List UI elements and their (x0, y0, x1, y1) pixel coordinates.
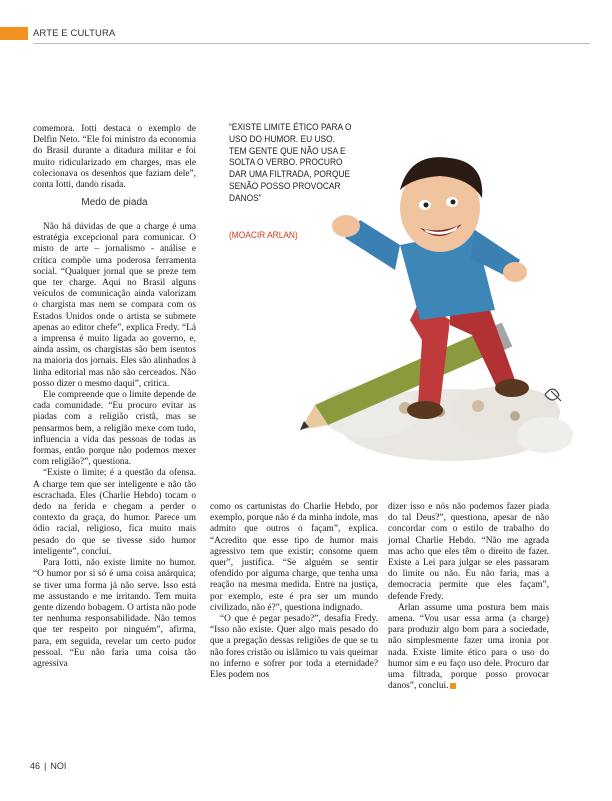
paragraph: Não há dúvidas de que a charge é uma estratégia excepcional para comunicar. O misto de arte – jornalismo - análise e crítica compõe uma poderosa ferramenta social. “Qualquer jornal que se preze tem que ter charge. Aqui no Brasil alguns veículos de comunicação ainda valorizam o chargista mas nem se compara com os Estados Unidos onde o artista se submete apenas ao editor chefe”, explica Fredy. “Lá a imprensa é muito ligada ao governo, e, ainda assim, os chargistas são bem isentos na maioria dos jornais. Eles são alinhados à linha editorial mas não são cerceados. Não posso dizer o mesmo daqui”, critica. (33, 222, 196, 389)
section-accent-bar (0, 27, 28, 40)
paragraph: comemora. Iotti destaca o exemplo de Delfin Neto. “Ele foi ministro da economia do Brasil durante a ditadura militar e foi muito ridicularizado em charges, mas ele colecionava os desenhos que faziam dele”, conta Iotti, dando risada. (33, 124, 196, 191)
paragraph: como os cartunistas do Charlie Hebdo, por exemplo, porque não é da minha índole, mas admito que outros o façam”, explica. “Acredito que esse tipo de humor mais agressivo tem que existir; consome quem quer”, justifica. “Se alguém se sentir ofendido por alguma charge, que tenha uma reação na mesma medida. Entre na justiça, por exemplo, este é pra ser um mundo civilizado, não é?”, questiona indignado. (210, 502, 378, 613)
page-number: 46 (30, 761, 41, 771)
paragraph-text: Arlan assume uma postura bem mais amena. “Vou usar essa arma (a charge) para produzir algo bom para a sociedade, não simplesmente fazer uma ironia por nada. Existe limite ético para o uso do humor sim e eu faço uso dele. Procuro dar uma filtrada, porque posso provocar danos”, conclui. (388, 602, 549, 692)
column-2 (210, 502, 378, 681)
paragraph: “O que é pegar pesado?”, desafia Fredy. “Isso não existe. Quer algo mais pesado do que a pregação dessas religiões de que se tu não fores cristão ou islâmico tu vais queimar no inferno e sofrer por toda a eternidade? Eles podem nos (210, 614, 378, 681)
subheading: Medo de piada (81, 197, 148, 208)
page-footer (30, 761, 66, 771)
column-1-top (33, 124, 196, 191)
magazine-name: NOI (50, 761, 67, 771)
section-label: ARTE E CULTURA (33, 28, 116, 39)
column-3 (388, 502, 549, 692)
end-mark-icon (450, 683, 456, 689)
paragraph: “Existe o limite; é a questão da ofensa. A charge tem que ser inteligente e não tão escrachada. Eles (Charlie Hebdo) tocam o dedo na ferida e chegam a perder o contexto da graça, do humor. Parece um ódio racial, religioso, fica muito mais pesado do que se tivesse sido humor inteligente”, conclui. (33, 468, 196, 557)
paragraph (388, 603, 549, 693)
column-1-body (33, 222, 196, 670)
pull-quote-author: (MOACIR ARLAN) (229, 230, 298, 241)
paragraph: Ele compreende que o limite depende de cada comunidade. “Eu procuro evitar as piadas com a religião cristã, mas se pensarmos bem, a religião mexe com tudo, influencia a vida das pessoas de todas as formas, então porque não podemos mexer com religião?”, questiona. (33, 390, 196, 468)
paragraph: dizer isso e nós não podemos fazer piada do tal Deus?”, questiona, apesar de não concordar com o estilo de trabalho do jornal Charlie Hebdo. “Não me agrada mas acho que eles têm o direito de fazer. Existe a Lei para julgar se eles passaram do limite ou não. Eu não faria, mas a democracia permite que eles façam”, defende Fredy. (388, 502, 549, 602)
pull-quote: “EXISTE LIMITE ÉTICO PARA O USO DO HUMOR. EU USO. TEM GENTE QUE NÃO USA E SOLTA O VERBO. PROCURO DAR UMA FILTRADA, PORQUE SENÃO POSSO PROVOCAR DANOS” (229, 122, 352, 204)
header-rule (33, 43, 590, 44)
caricature-illustration (300, 150, 575, 480)
footer-separator: | (44, 761, 47, 771)
paragraph: Para Iotti, não existe limite no humor. “O humor por si só é uma coisa anárquica; se tiver uma forma já não serve. Isso está me assustando e me irritando. Tem muita gente dizendo bobagem. O artista não pode ter nenhuma responsabilidade. Não temos que ter respeito por ninguém”, afirma, para, em seguida, revelar um certo pudor pessoal. “Eu não faria uma coisa tão agressiva (33, 558, 196, 669)
